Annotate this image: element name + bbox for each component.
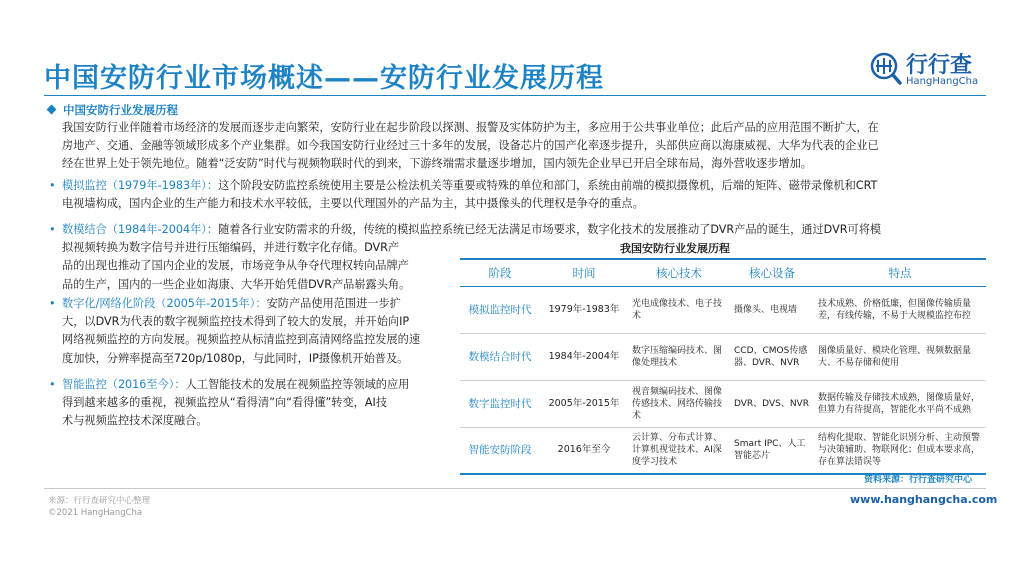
footer-source: 来源：行行查研究中心整理: [48, 496, 151, 506]
table-cell: CCD、CMOS传感器、DVR、NVR: [730, 333, 814, 380]
bullet-dot-icon: •: [49, 297, 56, 310]
bullet-heading: 数字化/网络化阶段（2005年-2015年）：: [62, 297, 267, 310]
table-cell: 数模结合时代: [460, 333, 540, 380]
bullet-line: 品的出现也推动了国内企业的发展，市场竞争从争夺代理权转向品牌产: [62, 259, 409, 273]
bullet-line: 术与视频监控技术深度融合。: [62, 414, 208, 428]
bullet-dot-icon: •: [49, 179, 56, 192]
table-row: [460, 380, 986, 427]
column-header: 特点: [814, 260, 986, 286]
table-row: [460, 427, 986, 474]
bullet-heading: 数模结合（1984年-2004年）：: [62, 223, 219, 236]
bullet-line: 大，以DVR为代表的数字视频监控技术得到了较大的发展，并开始向IP: [62, 315, 410, 329]
bullet-line: 电视墙构成，国内企业的生产能力和技术水平较低，主要以代理国外的产品为主，其中摄像头的代理权是争夺的重点。: [62, 197, 644, 211]
bullet-analog: [49, 177, 992, 213]
bullet-line: 度加快，分辨率提高至720p/1080p，与此同时，IP摄像机开始普及。: [62, 351, 409, 365]
intro-paragraph: [62, 119, 992, 174]
table-cell: 数据传输及存储技术成熟，图像质量好，但算力有待提高，智能化水平尚不成熟: [814, 380, 986, 427]
bullet-line: 品的生产，国内的一些企业如海康、大华开始凭借DVR产品崭露头角。: [62, 277, 411, 291]
logo-subtitle: HangHangCha: [906, 76, 979, 87]
bullet-line: 这个阶段安防监控系统使用主要是公检法机关等重要或特殊的单位和部门，系统由前端的模拟摄像机，后端的矩阵、磁带录像机和CRT: [218, 179, 878, 192]
bullet-heading: 模拟监控（1979年-1983年）：: [62, 179, 219, 192]
table-cell: 1984年-2004年: [540, 333, 628, 380]
section-heading: [48, 102, 178, 118]
title-divider: [44, 95, 986, 96]
bullet-line: 安防产品使用范围进一步扩: [266, 297, 401, 310]
bullet-dot-icon: •: [49, 223, 56, 236]
table-cell: 光电成像技术、电子技术: [628, 286, 730, 333]
table-header-row: [460, 260, 986, 286]
table-cell: 模拟监控时代: [460, 286, 540, 333]
bullet-line: 随着各行业安防需求的升级，传统的模拟监控系统已经无法满足市场要求，数字化技术的发展推动了DVR产品的诞生，通过DVR可将模: [218, 223, 882, 236]
table-source: 资料来源：行行查研究中心: [864, 475, 973, 485]
bullet-heading: 智能监控（2016至今）：: [62, 378, 186, 391]
table-cell: 图像质量好、模块化管理、视频数据量大、不易存储和使用: [814, 333, 986, 380]
table-cell: 技术成熟、价格低廉，但图像传输质量差，有线传输，不易于大规模监控布控: [814, 286, 986, 333]
intro-line: 房地产、交通、金融等领域形成多个产业集群。如今我国安防行业经过三十多年的发展，设备芯片的国产化率逐步提升，头部供应商以海康威视、大华为代表的企业已: [62, 139, 879, 153]
bullet-line: 拟视频转换为数字信号并进行压缩编码，并进行数字化存储。DVR产: [62, 241, 400, 255]
bullet-intelligent: [49, 376, 457, 431]
footer-divider: [44, 488, 986, 489]
table-row: [460, 286, 986, 333]
table-cell: 1979年-1983年: [540, 286, 628, 333]
bullet-line: 网络视频监控的方向发展。视频监控从标清监控到高清网络监控发展的速: [62, 333, 421, 347]
logo-name: 行行查: [906, 53, 973, 78]
table-cell: DVR、DVS、NVR: [730, 380, 814, 427]
page-title: 中国安防行业市场概述——安防行业发展历程: [44, 63, 604, 94]
brand-logo: [870, 48, 1000, 94]
table-title: 我国安防行业发展历程: [620, 242, 730, 255]
intro-line: 经在世界上处于领先地位。随着“泛安防”时代与视频物联时代的到来，下游终端需求量逐步增加，国内领先企业早已开启全球布局，海外营收逐步增加。: [62, 157, 812, 171]
table-cell: 云计算、分布式计算、计算机视觉技术、AI深度学习技术: [628, 427, 730, 474]
bullet-dot-icon: •: [49, 378, 56, 391]
table-cell: 智能安防阶段: [460, 427, 540, 474]
table-cell: 数字压缩编码技术、图像处理技术: [628, 333, 730, 380]
intro-line: 我国安防行业伴随着市场经济的发展而逐步走向繁荣，安防行业在起步阶段以探测、报警及实体防护为主，多应用于公共事业单位；此后产品的应用范围不断扩大，在: [62, 121, 879, 134]
table-cell: 视音频编码技术、图像传感技术、网络传输技术: [628, 380, 730, 427]
table-row: [460, 333, 986, 380]
table-cell: 结构化提取、智能化识别分析、主动预警与决策辅助、物联网化；但成本要求高，存在算法错误等: [814, 427, 986, 474]
magnifier-logo-icon: [870, 52, 902, 86]
diamond-bullet-icon: [47, 105, 57, 115]
column-header: 核心设备: [730, 260, 814, 286]
history-table: [460, 260, 986, 475]
bullet-line: 人工智能技术的发展在视频监控等领域的应用: [185, 378, 410, 391]
footer-url-link[interactable]: www.hanghangcha.com: [850, 493, 998, 506]
bullet-network: [49, 295, 457, 368]
column-header: 时间: [540, 260, 628, 286]
table-cell: Smart IPC、人工智能芯片: [730, 427, 814, 474]
column-header: 核心技术: [628, 260, 730, 286]
bullet-line: 得到越来越多的重视，视频监控从“看得清”向“看得懂”转变，AI技: [62, 396, 388, 410]
table-cell: 数字监控时代: [460, 380, 540, 427]
table-cell: 2005年-2015年: [540, 380, 628, 427]
table-cell: 2016年至今: [540, 427, 628, 474]
table-cell: 摄像头、电视墙: [730, 286, 814, 333]
footer-copyright: ©2021 HangHangCha: [48, 508, 143, 518]
column-header: 阶段: [460, 260, 540, 286]
section-heading-text: 中国安防行业发展历程: [63, 103, 178, 117]
